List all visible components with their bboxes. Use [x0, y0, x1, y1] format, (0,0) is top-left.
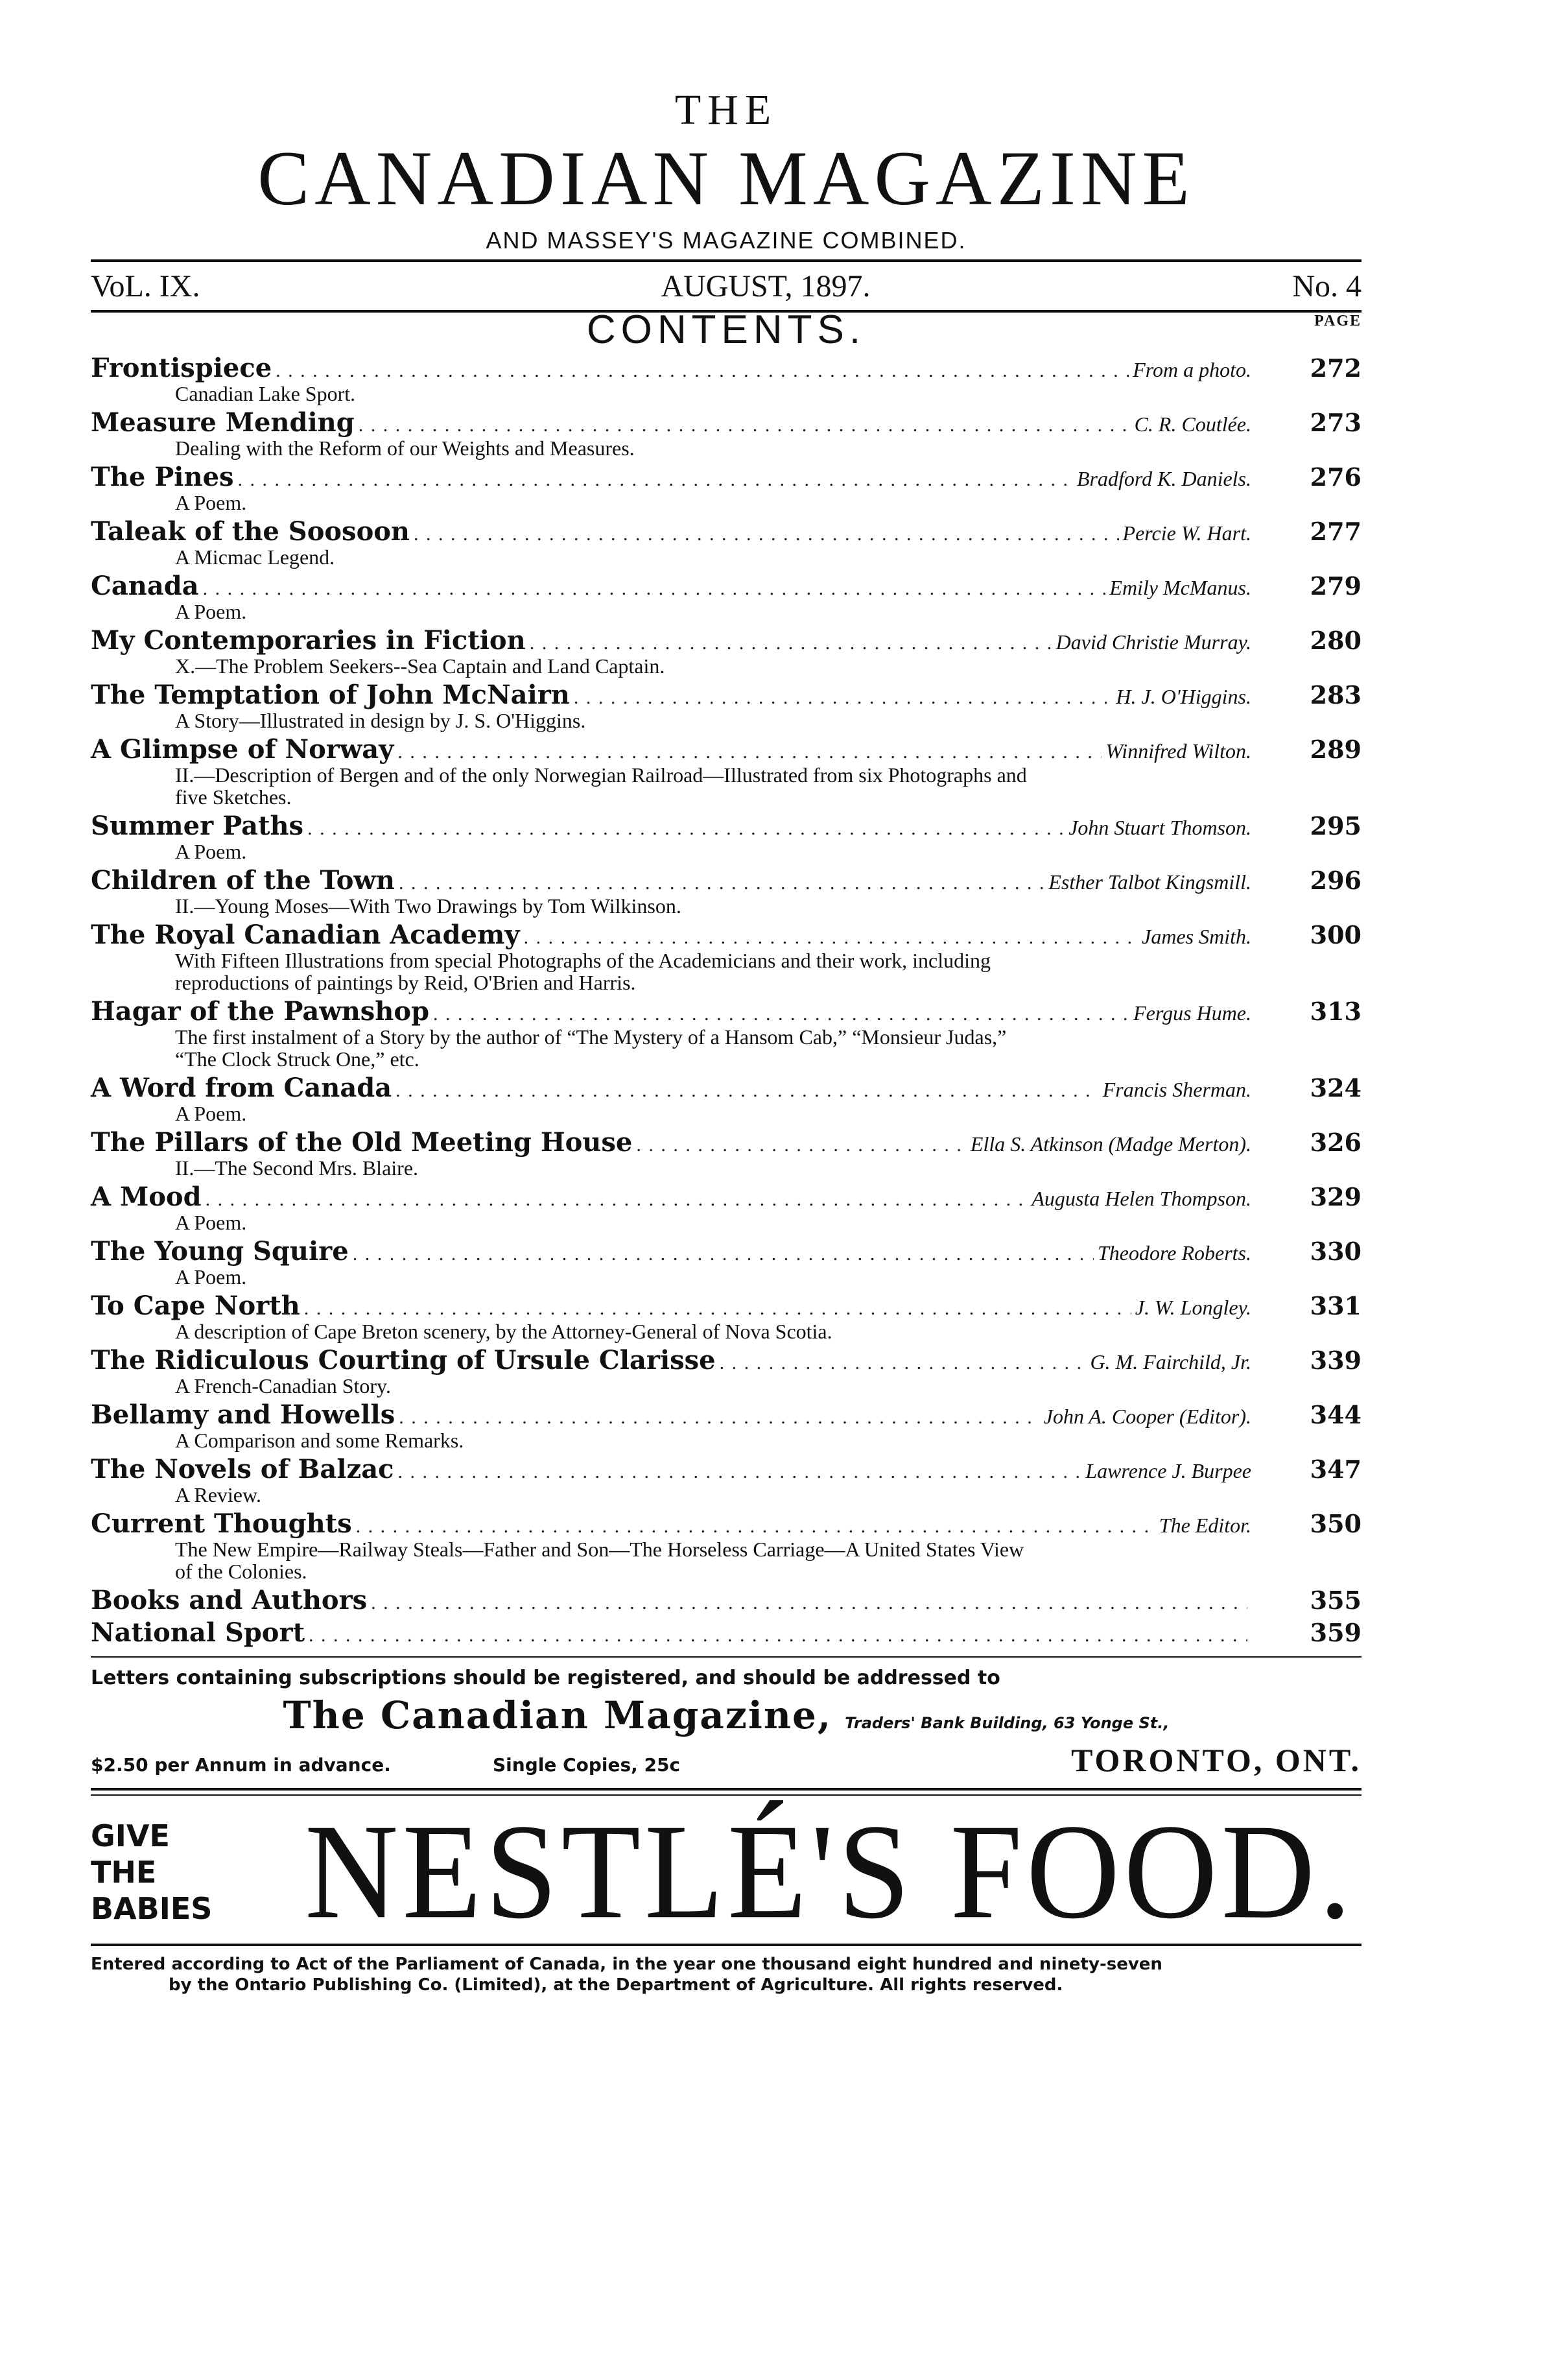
table-of-contents	[91, 353, 1362, 1650]
page-number: 313	[1310, 997, 1362, 1026]
leader-dots	[399, 1407, 1040, 1429]
article-author: John Stuart Thomson.	[1068, 816, 1251, 839]
article-description: Canadian Lake Sport.	[175, 382, 356, 405]
contents-entry	[91, 407, 1362, 459]
advert-tagline	[91, 1818, 305, 1927]
contents-entry	[91, 680, 1362, 732]
contents-entry-line	[91, 680, 1362, 712]
publisher-name: The Canadian Magazine,	[283, 1693, 832, 1737]
contents-entry-line	[91, 625, 1362, 658]
page-number: 331	[1310, 1291, 1362, 1320]
page-number: 296	[1310, 866, 1362, 895]
leader-dots	[636, 1134, 967, 1156]
contents-entry	[91, 625, 1362, 677]
annual-price: $2.50 per Annum in advance.	[91, 1754, 391, 1776]
page-number: 355	[1310, 1586, 1362, 1615]
contents-entry-line	[91, 1345, 1362, 1377]
article-author: Bradford K. Daniels.	[1076, 467, 1251, 490]
leader-dots	[371, 1592, 1247, 1614]
contents-entry-line	[91, 1399, 1362, 1432]
article-author: Percie W. Hart.	[1122, 521, 1251, 545]
article-title: Books and Authors	[91, 1585, 368, 1615]
article-description: A French-Canadian Story.	[175, 1374, 391, 1398]
page-number: 347	[1310, 1455, 1362, 1484]
contents-entry	[91, 1236, 1362, 1288]
page-number: 276	[1310, 462, 1362, 492]
contents-entry-line	[91, 516, 1362, 549]
contents-entry	[91, 865, 1362, 917]
leader-dots	[398, 1461, 1082, 1483]
contents-entry-line	[91, 1182, 1362, 1214]
nestle-advertisement	[91, 1796, 1362, 1947]
article-author: David Christie Murray.	[1055, 630, 1251, 654]
leader-dots	[397, 741, 1102, 763]
contents-entry-line	[91, 1585, 1362, 1617]
contents-entry-line	[91, 1454, 1362, 1486]
leader-dots	[433, 1003, 1129, 1025]
article-description: A Review.	[175, 1483, 262, 1506]
leader-dots	[524, 927, 1138, 949]
contents-entry-line	[91, 1127, 1362, 1160]
advert-product: NESTLÉ'S FOOD.	[305, 1796, 1356, 1947]
article-description: II.—Description of Bergen and of the only Norwegian Railroad—Illustrated from six Photographs and five Sketches.	[175, 763, 1027, 809]
page-number: 277	[1310, 517, 1362, 546]
article-description: X.—The Problem Seekers--Sea Captain and Land Captain.	[175, 654, 665, 678]
publisher-city: TORONTO, ONT.	[1071, 1742, 1362, 1778]
contents-header	[91, 307, 1362, 353]
article-description: II.—Young Moses—With Two Drawings by Tom Wilkinson.	[175, 894, 681, 918]
leader-dots	[353, 1243, 1094, 1265]
article-description: A Poem.	[175, 1102, 247, 1125]
article-title: A Word from Canada	[91, 1073, 392, 1103]
page-number: 324	[1310, 1073, 1362, 1102]
contents-entry-line	[91, 571, 1362, 603]
contents-entry	[91, 1617, 1362, 1650]
article-description: With Fifteen Illustrations from special Photographs of the Academicians and their work, including reproductions of paintings by Reid, O'Brien and Harris.	[175, 949, 991, 994]
publisher-address-row	[91, 1693, 1362, 1737]
page-number: 359	[1310, 1618, 1362, 1647]
advert-babies: BABIES	[91, 1891, 213, 1926]
copyright-notice	[91, 1954, 1362, 1995]
article-author: C. R. Coutlée.	[1134, 412, 1251, 436]
leader-dots	[720, 1352, 1087, 1374]
article-description: A Micmac Legend.	[175, 545, 335, 569]
copyright-line-2: by the Ontario Publishing Co. (Limited), at the Department of Agriculture. All rights reserved.	[169, 1975, 1063, 1995]
article-author: J. W. Longley.	[1135, 1296, 1251, 1319]
contents-entry-line	[91, 1508, 1362, 1541]
contents-entry-line	[91, 1073, 1362, 1105]
leader-dots	[276, 360, 1129, 382]
masthead-the: THE	[674, 86, 778, 134]
leader-dots	[309, 1624, 1247, 1647]
article-author: G. M. Fairchild, Jr.	[1090, 1350, 1251, 1374]
contents-entry	[91, 1454, 1362, 1506]
page-number: 272	[1310, 353, 1362, 383]
article-title: Taleak of the Soosoon	[91, 516, 410, 547]
article-title: To Cape North	[91, 1291, 300, 1321]
leader-dots	[395, 1080, 1099, 1102]
page-column-label: PAGE	[1314, 313, 1362, 329]
contents-entry-line	[91, 996, 1362, 1029]
article-author: The Editor.	[1159, 1514, 1251, 1537]
divider	[91, 1794, 1362, 1796]
contents-entry	[91, 996, 1362, 1070]
article-title: National Sport	[91, 1617, 305, 1648]
article-description: A Comparison and some Remarks.	[175, 1429, 464, 1452]
contents-entry	[91, 1291, 1362, 1342]
contents-entry	[91, 1508, 1362, 1582]
page-number: 279	[1310, 571, 1362, 601]
article-author: From a photo.	[1133, 358, 1251, 381]
page-number: 350	[1310, 1509, 1362, 1538]
issue-info-row	[91, 262, 1362, 310]
leader-dots	[359, 414, 1131, 436]
advert-the: THE	[91, 1855, 157, 1890]
article-author: Ella S. Atkinson (Madge Merton).	[970, 1132, 1251, 1156]
page-number: 273	[1310, 408, 1362, 437]
article-author: John A. Cooper (Editor).	[1043, 1405, 1251, 1428]
article-author: Fergus Hume.	[1133, 1001, 1251, 1025]
contents-entry-line	[91, 353, 1362, 385]
single-copy-price: Single Copies, 25c	[493, 1754, 681, 1776]
article-title: A Glimpse of Norway	[91, 734, 394, 765]
contents-entry	[91, 462, 1362, 514]
contents-entry-line	[91, 462, 1362, 494]
page-number: 339	[1310, 1346, 1362, 1375]
article-title: Canada	[91, 571, 199, 601]
article-description: II.—The Second Mrs. Blaire.	[175, 1156, 419, 1180]
price-row	[91, 1741, 1362, 1779]
contents-entry	[91, 734, 1362, 808]
copyright-line-1: Entered according to Act of the Parliament of Canada, in the year one thousand eight hundred and ninety-seven	[91, 1955, 1162, 1974]
article-description: A Poem.	[175, 491, 247, 514]
contents-entry	[91, 1399, 1362, 1451]
masthead	[91, 84, 1362, 257]
publisher-street: Traders' Bank Building, 63 Yonge St.,	[845, 1714, 1170, 1732]
article-description: A Poem.	[175, 1211, 247, 1234]
page-number: 289	[1310, 735, 1362, 764]
page-number: 330	[1310, 1237, 1362, 1266]
page-number: 280	[1310, 626, 1362, 655]
article-author: Theodore Roberts.	[1097, 1241, 1251, 1265]
article-title: A Mood	[91, 1182, 202, 1212]
article-author: James Smith.	[1142, 925, 1251, 948]
contents-entry-line	[91, 1617, 1362, 1650]
leader-dots	[356, 1516, 1155, 1538]
article-description: The first instalment of a Story by the author of “The Mystery of a Hansom Cab,” “Monsieur Judas,” “The Clock Struck One,” etc.	[175, 1025, 1007, 1071]
article-author: Esther Talbot Kingsmill.	[1048, 870, 1251, 894]
article-author: Lawrence J. Burpee	[1085, 1459, 1251, 1482]
leader-dots	[307, 818, 1065, 840]
contents-entry	[91, 1127, 1362, 1179]
article-title: The Novels of Balzac	[91, 1454, 394, 1484]
contents-entry	[91, 516, 1362, 568]
article-title: The Pillars of the Old Meeting House	[91, 1127, 633, 1158]
masthead-subtitle: AND MASSEY'S MAGAZINE COMBINED.	[486, 227, 967, 254]
leader-dots	[414, 523, 1119, 545]
article-author: Augusta Helen Thompson.	[1031, 1187, 1251, 1210]
article-description: A description of Cape Breton scenery, by the Attorney-General of Nova Scotia.	[175, 1320, 832, 1343]
divider	[91, 1656, 1362, 1658]
leader-dots	[206, 1189, 1028, 1211]
article-title: The Ridiculous Courting of Ursule Clarisse	[91, 1345, 716, 1375]
issue-number: No. 4	[1292, 268, 1362, 303]
leader-dots	[304, 1298, 1131, 1320]
contents-entry	[91, 811, 1362, 863]
page-number: 283	[1310, 680, 1362, 709]
leader-dots	[399, 872, 1044, 894]
article-author: Winnifred Wilton.	[1105, 739, 1251, 763]
article-description: The New Empire—Railway Steals—Father and Son—The Horseless Carriage—A United States View of the Colonies.	[175, 1538, 1024, 1583]
page-number: 295	[1310, 811, 1362, 840]
contents-entry-line	[91, 1236, 1362, 1268]
contents-entry	[91, 920, 1362, 994]
article-title: Bellamy and Howells	[91, 1399, 395, 1430]
contents-title: CONTENTS.	[586, 307, 866, 352]
leader-dots	[203, 578, 1106, 600]
article-author: Emily McManus.	[1109, 576, 1251, 599]
advert-give: GIVE	[91, 1818, 170, 1853]
contents-entry-line	[91, 407, 1362, 440]
article-description: Dealing with the Reform of our Weights and Measures.	[175, 436, 635, 460]
page-number: 300	[1310, 920, 1362, 949]
article-title: The Young Squire	[91, 1236, 349, 1267]
masthead-title: CANADIAN MAGAZINE	[257, 135, 1195, 221]
article-description: A Poem.	[175, 1265, 247, 1289]
article-title: Measure Mending	[91, 407, 355, 438]
contents-entry-line	[91, 811, 1362, 843]
contents-entry-line	[91, 1291, 1362, 1323]
leader-dots	[574, 687, 1113, 709]
page-number: 326	[1310, 1128, 1362, 1157]
contents-entry	[91, 1345, 1362, 1397]
article-title: The Pines	[91, 462, 234, 492]
contents-entry	[91, 1182, 1362, 1233]
article-title: My Contemporaries in Fiction	[91, 625, 526, 656]
page-number: 329	[1310, 1182, 1362, 1211]
article-description: A Poem.	[175, 600, 247, 623]
contents-entry	[91, 1585, 1362, 1617]
article-description: A Poem.	[175, 840, 247, 863]
contents-entry-line	[91, 865, 1362, 898]
magazine-page	[91, 84, 1362, 1995]
page-number: 344	[1310, 1400, 1362, 1429]
divider	[91, 1788, 1362, 1791]
contents-entry	[91, 571, 1362, 623]
contents-entry-line	[91, 734, 1362, 767]
leader-dots	[530, 632, 1052, 654]
article-author: H. J. O'Higgins.	[1116, 685, 1251, 708]
article-title: The Temptation of John McNairn	[91, 680, 570, 710]
article-title: Frontispiece	[91, 353, 272, 383]
contents-entry	[91, 1073, 1362, 1125]
contents-entry	[91, 353, 1362, 405]
issue-date: AUGUST, 1897.	[661, 268, 871, 303]
contents-entry-line	[91, 920, 1362, 952]
subscription-note: Letters containing subscriptions should be registered, and should be addressed to	[91, 1667, 1000, 1689]
article-title: Children of the Town	[91, 865, 395, 896]
article-title: Current Thoughts	[91, 1508, 352, 1539]
leader-dots	[238, 469, 1073, 491]
article-description: A Story—Illustrated in design by J. S. O'Higgins.	[175, 709, 586, 732]
volume-label: VoL. IX.	[91, 268, 200, 303]
article-title: The Royal Canadian Academy	[91, 920, 520, 950]
article-title: Hagar of the Pawnshop	[91, 996, 430, 1027]
article-author: Francis Sherman.	[1102, 1078, 1251, 1101]
article-title: Summer Paths	[91, 811, 304, 841]
